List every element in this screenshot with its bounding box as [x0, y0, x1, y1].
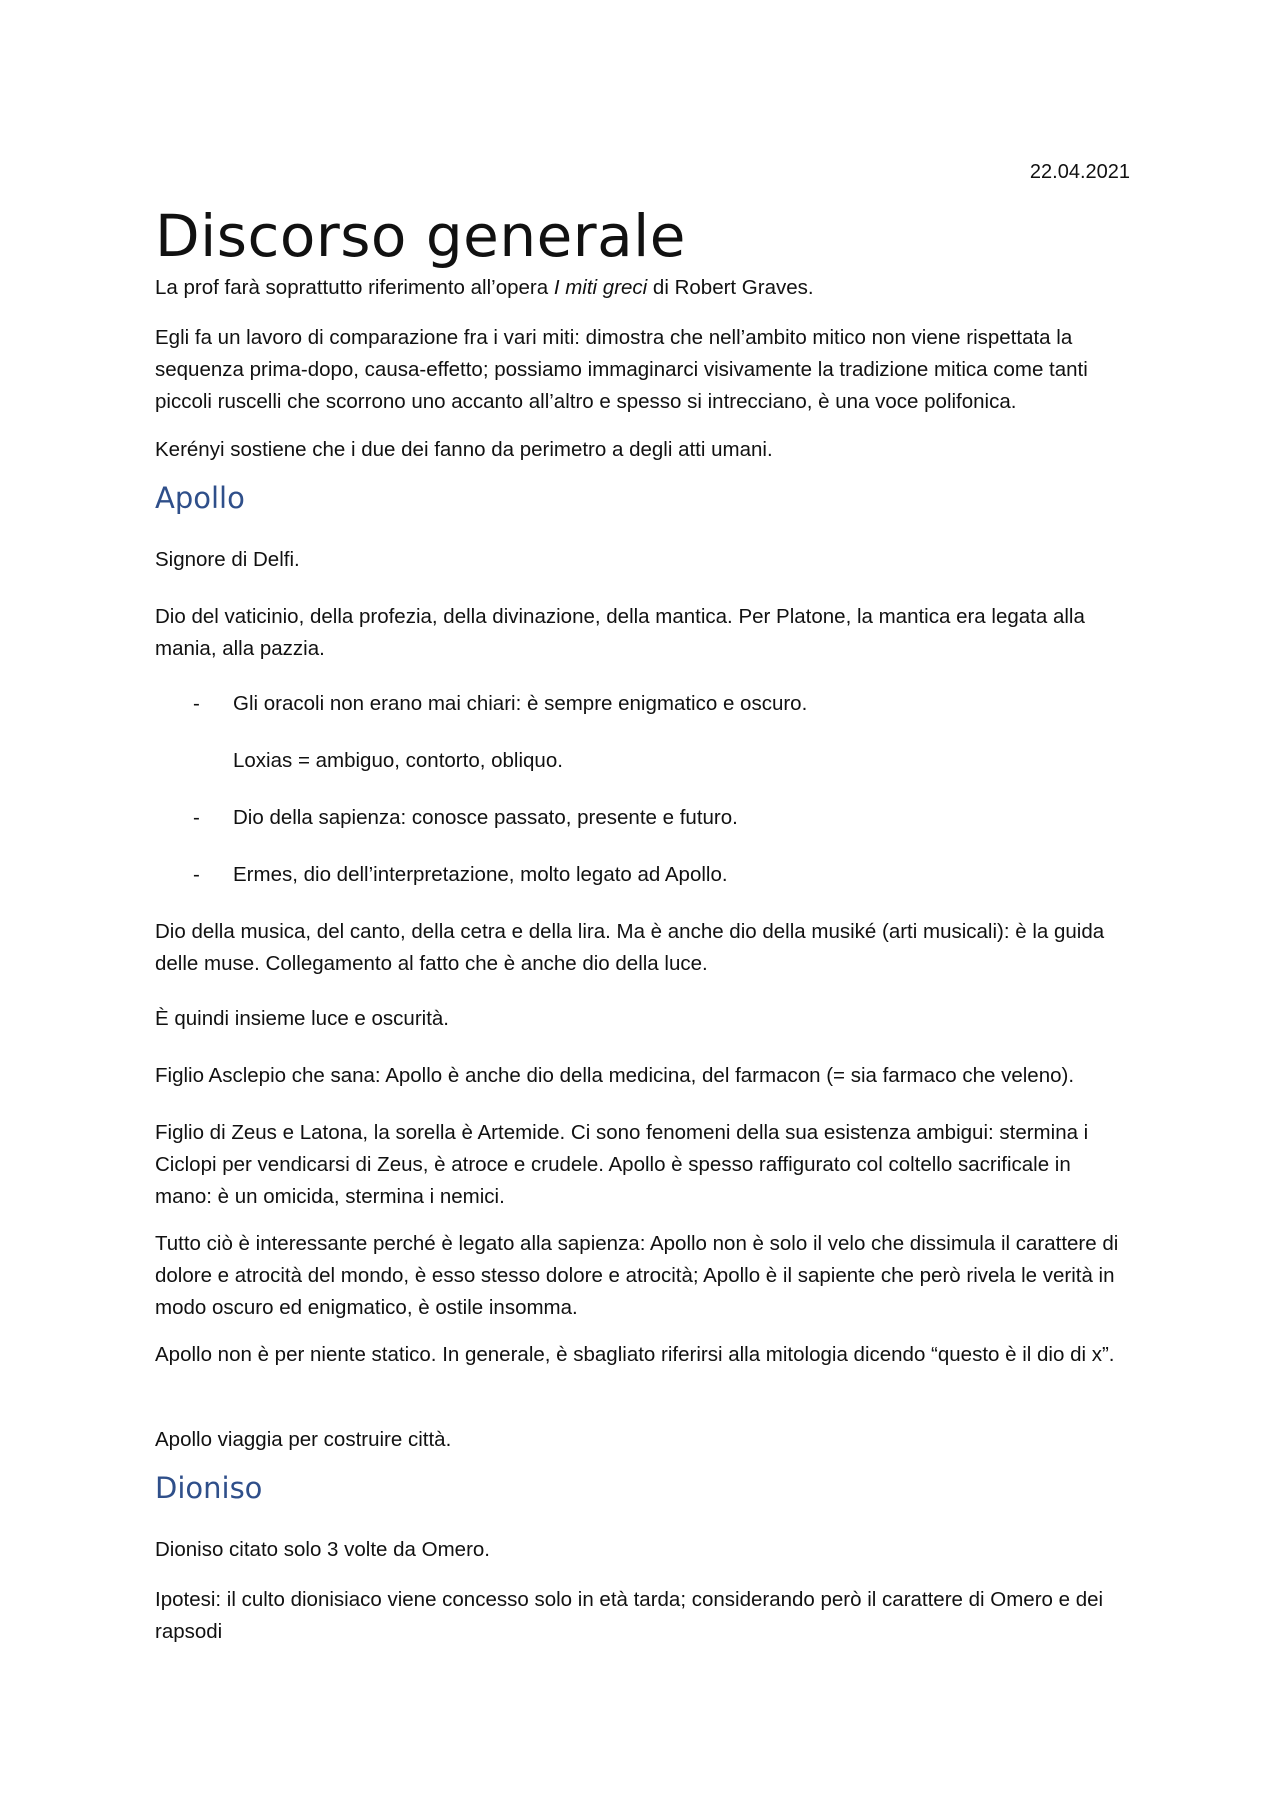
document-date: 22.04.2021: [1029, 161, 1130, 183]
bullet-text: Gli oracoli non erano mai chiari: è sempre enigmatico e oscuro.: [233, 692, 808, 715]
apollo-paragraph-7: Tutto ciò è interessante perché è legato alla sapienza: Apollo non è solo il velo che dissimula il carattere di dolore e atrocità del mondo, è esso stesso dolore e atrocità; Apollo è il sapiente che però rivela le verità in modo oscuro ed enigmatico, è ostile insomma.: [155, 1232, 1119, 1319]
document-title: Discorso generale: [155, 202, 686, 270]
bullet-text: Ermes, dio dell’interpretazione, molto legato ad Apollo.: [233, 863, 728, 886]
apollo-paragraph-3: Dio della musica, del canto, della cetra e della lira. Ma è anche dio della musiké (arti musicali): è la guida delle muse. Collegamento al fatto che è anche dio della luce.: [155, 920, 1105, 975]
heading-apollo: Apollo: [155, 481, 245, 515]
intro-p1-before: La prof farà soprattutto riferimento all’opera: [155, 276, 554, 299]
intro-paragraph-3: Kerényi sostiene che i due dei fanno da perimetro a degli atti umani.: [155, 438, 773, 461]
intro-p1-book-title: I miti greci: [553, 276, 648, 299]
bullet-marker: -: [193, 806, 200, 829]
apollo-paragraph-1: Signore di Delfi.: [155, 548, 300, 571]
bullet-marker: -: [193, 692, 200, 715]
apollo-paragraph-9: Apollo viaggia per costruire città.: [155, 1428, 452, 1451]
intro-p1-after: di Robert Graves.: [647, 276, 814, 299]
intro-paragraph-2: Egli fa un lavoro di comparazione fra i vari miti: dimostra che nell’ambito mitico non viene rispettata la sequenza prima-dopo, causa-effetto; possiamo immaginarci visivamente la tradizione mitica come tanti piccoli ruscelli che scorrono uno accanto all’altro e spesso si intrecciano, è una voce polifonica.: [155, 326, 1088, 413]
apollo-paragraph-4: È quindi insieme luce e oscurità.: [155, 1007, 449, 1030]
apollo-paragraph-6: Figlio di Zeus e Latona, la sorella è Artemide. Ci sono fenomeni della sua esistenza ambigui: stermina i Ciclopi per vendicarsi di Zeus, è atroce e crudele. Apollo è spesso raffigurato col coltello sacrificale in mano: è un omicida, stermina i nemici.: [155, 1121, 1089, 1208]
bullet-marker: -: [193, 863, 200, 886]
intro-paragraph-1: [155, 272, 1130, 304]
apollo-paragraph-5: Figlio Asclepio che sana: Apollo è anche dio della medicina, del farmacon (= sia farmaco che veleno).: [155, 1064, 1075, 1087]
apollo-indented-note: Loxias = ambiguo, contorto, obliquo.: [233, 749, 563, 772]
document-page: [155, 0, 1130, 1811]
heading-dioniso: Dioniso: [155, 1471, 263, 1505]
dioniso-paragraph-1: Dioniso citato solo 3 volte da Omero.: [155, 1538, 490, 1561]
bullet-text: Dio della sapienza: conosce passato, presente e futuro.: [233, 806, 738, 829]
dioniso-paragraph-2: Ipotesi: il culto dionisiaco viene concesso solo in età tarda; considerando però il carattere di Omero e dei rapsodi: [155, 1588, 1104, 1643]
apollo-paragraph-8: Apollo non è per niente statico. In generale, è sbagliato riferirsi alla mitologia dicendo “questo è il dio di x”.: [155, 1343, 1115, 1366]
apollo-paragraph-2: Dio del vaticinio, della profezia, della divinazione, della mantica. Per Platone, la mantica era legata alla mania, alla pazzia.: [155, 605, 1085, 660]
